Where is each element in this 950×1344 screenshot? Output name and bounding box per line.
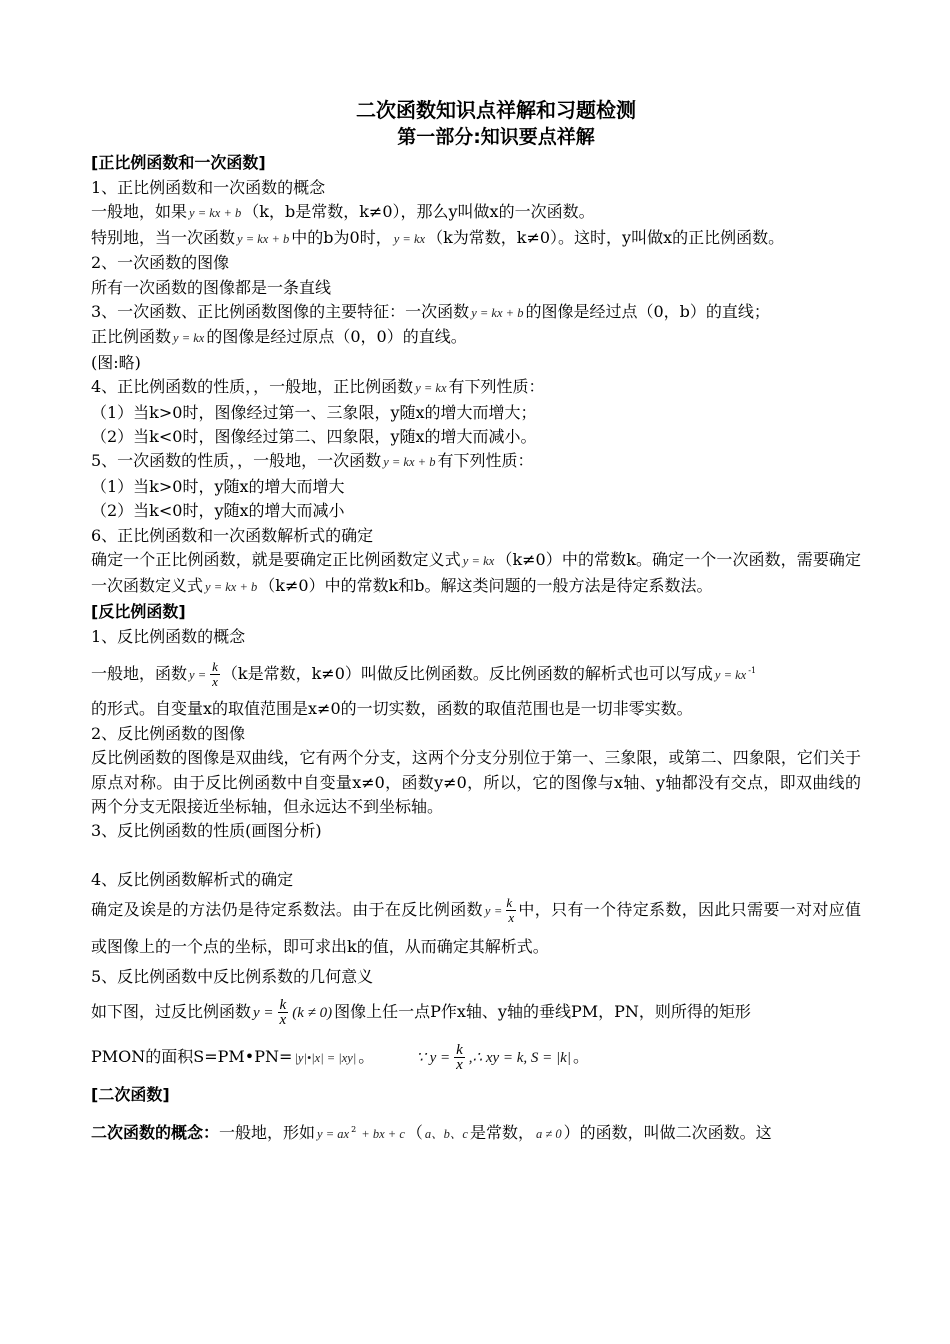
text: 中的b为0时， [291, 227, 392, 247]
formula: |y|•|x| = |xy| [294, 1050, 357, 1065]
text: 如下图，过反比例函数 [91, 1001, 252, 1021]
text: 中，只有一个待定系数，因此只需要一对对应值或图像上的一个点的坐标，即可求出k的值，从而确定其解析式。 [91, 900, 861, 957]
formula: y = [484, 904, 503, 919]
formula: y = kx + b [189, 206, 242, 221]
denominator: x [279, 1011, 287, 1028]
paragraph: (图:略) [91, 352, 141, 372]
text: 4、正比例函数的性质，，一般地，正比例函数 [91, 377, 414, 397]
fraction [278, 998, 289, 1027]
paragraph [91, 1035, 861, 1080]
text: （k≠0）中的常数k。确定一个一次函数，需要确定一次函数定义式 [91, 550, 861, 595]
text: 3、一次函数、正比例函数图像的主要特征：一次函数 [91, 302, 470, 322]
paragraph [91, 892, 861, 965]
paragraph [91, 1108, 861, 1156]
text: （k为常数，k≠0）。这时，y叫做x的正比例函数。 [427, 227, 785, 247]
numerator: k [506, 895, 513, 911]
paragraph [91, 375, 861, 400]
formula: (k ≠ 0) [292, 1004, 333, 1021]
document-subtitle: 第一部分:知识要点祥解 [397, 126, 595, 148]
text: 是常数， [469, 1122, 534, 1142]
text: 一般地，如果 [91, 202, 188, 222]
denominator: x [212, 674, 218, 690]
formula: a、b、c [424, 1126, 468, 1141]
denominator: x [456, 1056, 463, 1073]
formula: y = kx [462, 554, 495, 569]
text: 。 [572, 1046, 589, 1066]
exponent: 2 [351, 1124, 357, 1134]
text: 一般地，形如 [219, 1122, 316, 1142]
text: 图像上任一点P作x轴、y轴的垂线PM，PN，则所得的矩形 [334, 1001, 751, 1021]
formula: y = kx + b [383, 455, 436, 470]
paragraph: 所有一次函数的图像都是一条直线 [91, 277, 332, 297]
text: 有下列性质： [437, 451, 534, 471]
fraction [210, 660, 220, 689]
spacer [91, 844, 861, 868]
text: （k≠0）中的常数k和b。解这类问题的一般方法是待定系数法。 [259, 575, 713, 595]
paragraph [91, 449, 861, 474]
paragraph: 6、正比例函数和一次函数解析式的确定 [91, 525, 374, 545]
formula: + bx + c [358, 1126, 405, 1141]
paragraph [91, 226, 861, 251]
exponent: -1 [748, 666, 757, 676]
fraction [454, 1043, 465, 1072]
numerator: k [279, 996, 287, 1013]
formula: y = kx [714, 668, 747, 683]
document-title: 二次函数知识点祥解和习题检测 [356, 98, 636, 122]
formula: y = [253, 1004, 274, 1021]
formula: y = kx + b [471, 306, 524, 321]
formula: y = kx + b [237, 231, 290, 246]
formula: ∵ y = [416, 1049, 451, 1066]
text: ）的函数，叫做二次函数。这 [563, 1122, 772, 1142]
paragraph: 2、一次函数的图像 [91, 253, 230, 273]
paragraph: （1）当k>0时，y随x的增大而增大 [91, 476, 345, 496]
fraction [506, 896, 516, 925]
paragraph: 2、反比例函数的图像 [91, 723, 246, 743]
text: 一般地，函数 [91, 664, 188, 684]
section-heading-inverse: [反比例函数] [91, 601, 186, 621]
section-heading-quadratic: [二次函数] [91, 1084, 170, 1104]
text: （ [406, 1122, 423, 1142]
text: 。 [358, 1046, 375, 1066]
text: PMON的面积S=PM•PN= [91, 1046, 293, 1066]
paragraph: （2）当k<0时，y随x的增大而减小 [91, 501, 345, 521]
paragraph: 3、反比例函数的性质(画图分析) [91, 821, 322, 841]
formula: y = kx [173, 331, 205, 346]
paragraph: 1、正比例函数和一次函数的概念 [91, 178, 326, 197]
document-page [91, 96, 861, 1156]
formula: y = kx [393, 231, 426, 246]
paragraph: 反比例函数的图像是双曲线，它有两个分支，这两个分支分别位于第一、三象限，或第二、四象限，它们关于原点对称。由于反比例函数中自变量x≠0，函数y≠0，所以，它的图像与x轴、y轴都没有交点，即双曲线的两个分支无限接近坐标轴，但永远达不到坐标轴。 [91, 748, 861, 816]
numerator: k [456, 1041, 463, 1058]
paragraph [91, 548, 861, 599]
paragraph [91, 325, 861, 350]
text: 确定及诶是的方法仍是待定系数法。由于在反比例函数 [91, 900, 483, 920]
denominator: x [508, 910, 515, 926]
text: 5、一次函数的性质，，一般地，一次函数 [91, 451, 382, 471]
paragraph: 5、反比例函数中反比例系数的几何意义 [91, 967, 374, 987]
paragraph [91, 990, 861, 1035]
text: （k是常数，k≠0）叫做反比例函数。反比例函数的解析式也可以写成 [221, 664, 713, 684]
paragraph: 4、反比例函数解析式的确定 [91, 869, 294, 889]
formula: ,∴ xy = k, S = |k| [468, 1049, 571, 1066]
text: 特别地，当一次函数 [91, 227, 236, 247]
paragraph: （2）当k<0时，图像经过第二、四象限，y随x的增大而减小。 [91, 427, 537, 447]
formula: a ≠ 0 [535, 1126, 562, 1141]
paragraph [91, 649, 861, 697]
paragraph: 1、反比例函数的概念 [91, 626, 246, 646]
paragraph: （1）当k>0时，图像经过第一、三象限，y随x的增大而增大； [91, 402, 537, 422]
formula: y = kx + b [205, 579, 258, 594]
text: 的图像是经过原点（0，0）的直线。 [206, 327, 467, 347]
paragraph [91, 300, 861, 325]
text: 确定一个正比例函数，就是要确定正比例函数定义式 [91, 550, 461, 570]
numerator: k [212, 659, 218, 675]
text: 的图像是经过点（0，b）的直线； [525, 302, 770, 322]
formula: y = ax [317, 1126, 350, 1141]
text: （k，b是常数，k≠0），那么y叫做x的一次函数。 [243, 202, 595, 222]
text: 有下列性质： [448, 377, 545, 397]
text: 正比例函数 [91, 327, 172, 347]
formula: y = kx [415, 381, 447, 396]
section-heading-linear: [正比例函数和一次函数] [91, 153, 266, 172]
formula: y = [189, 668, 207, 683]
paragraph: 的形式。自变量x的取值范围是x≠0的一切实数，函数的取值范围也是一切非零实数。 [91, 699, 693, 719]
bold-label: 二次函数的概念： [91, 1122, 220, 1142]
paragraph [91, 200, 861, 225]
